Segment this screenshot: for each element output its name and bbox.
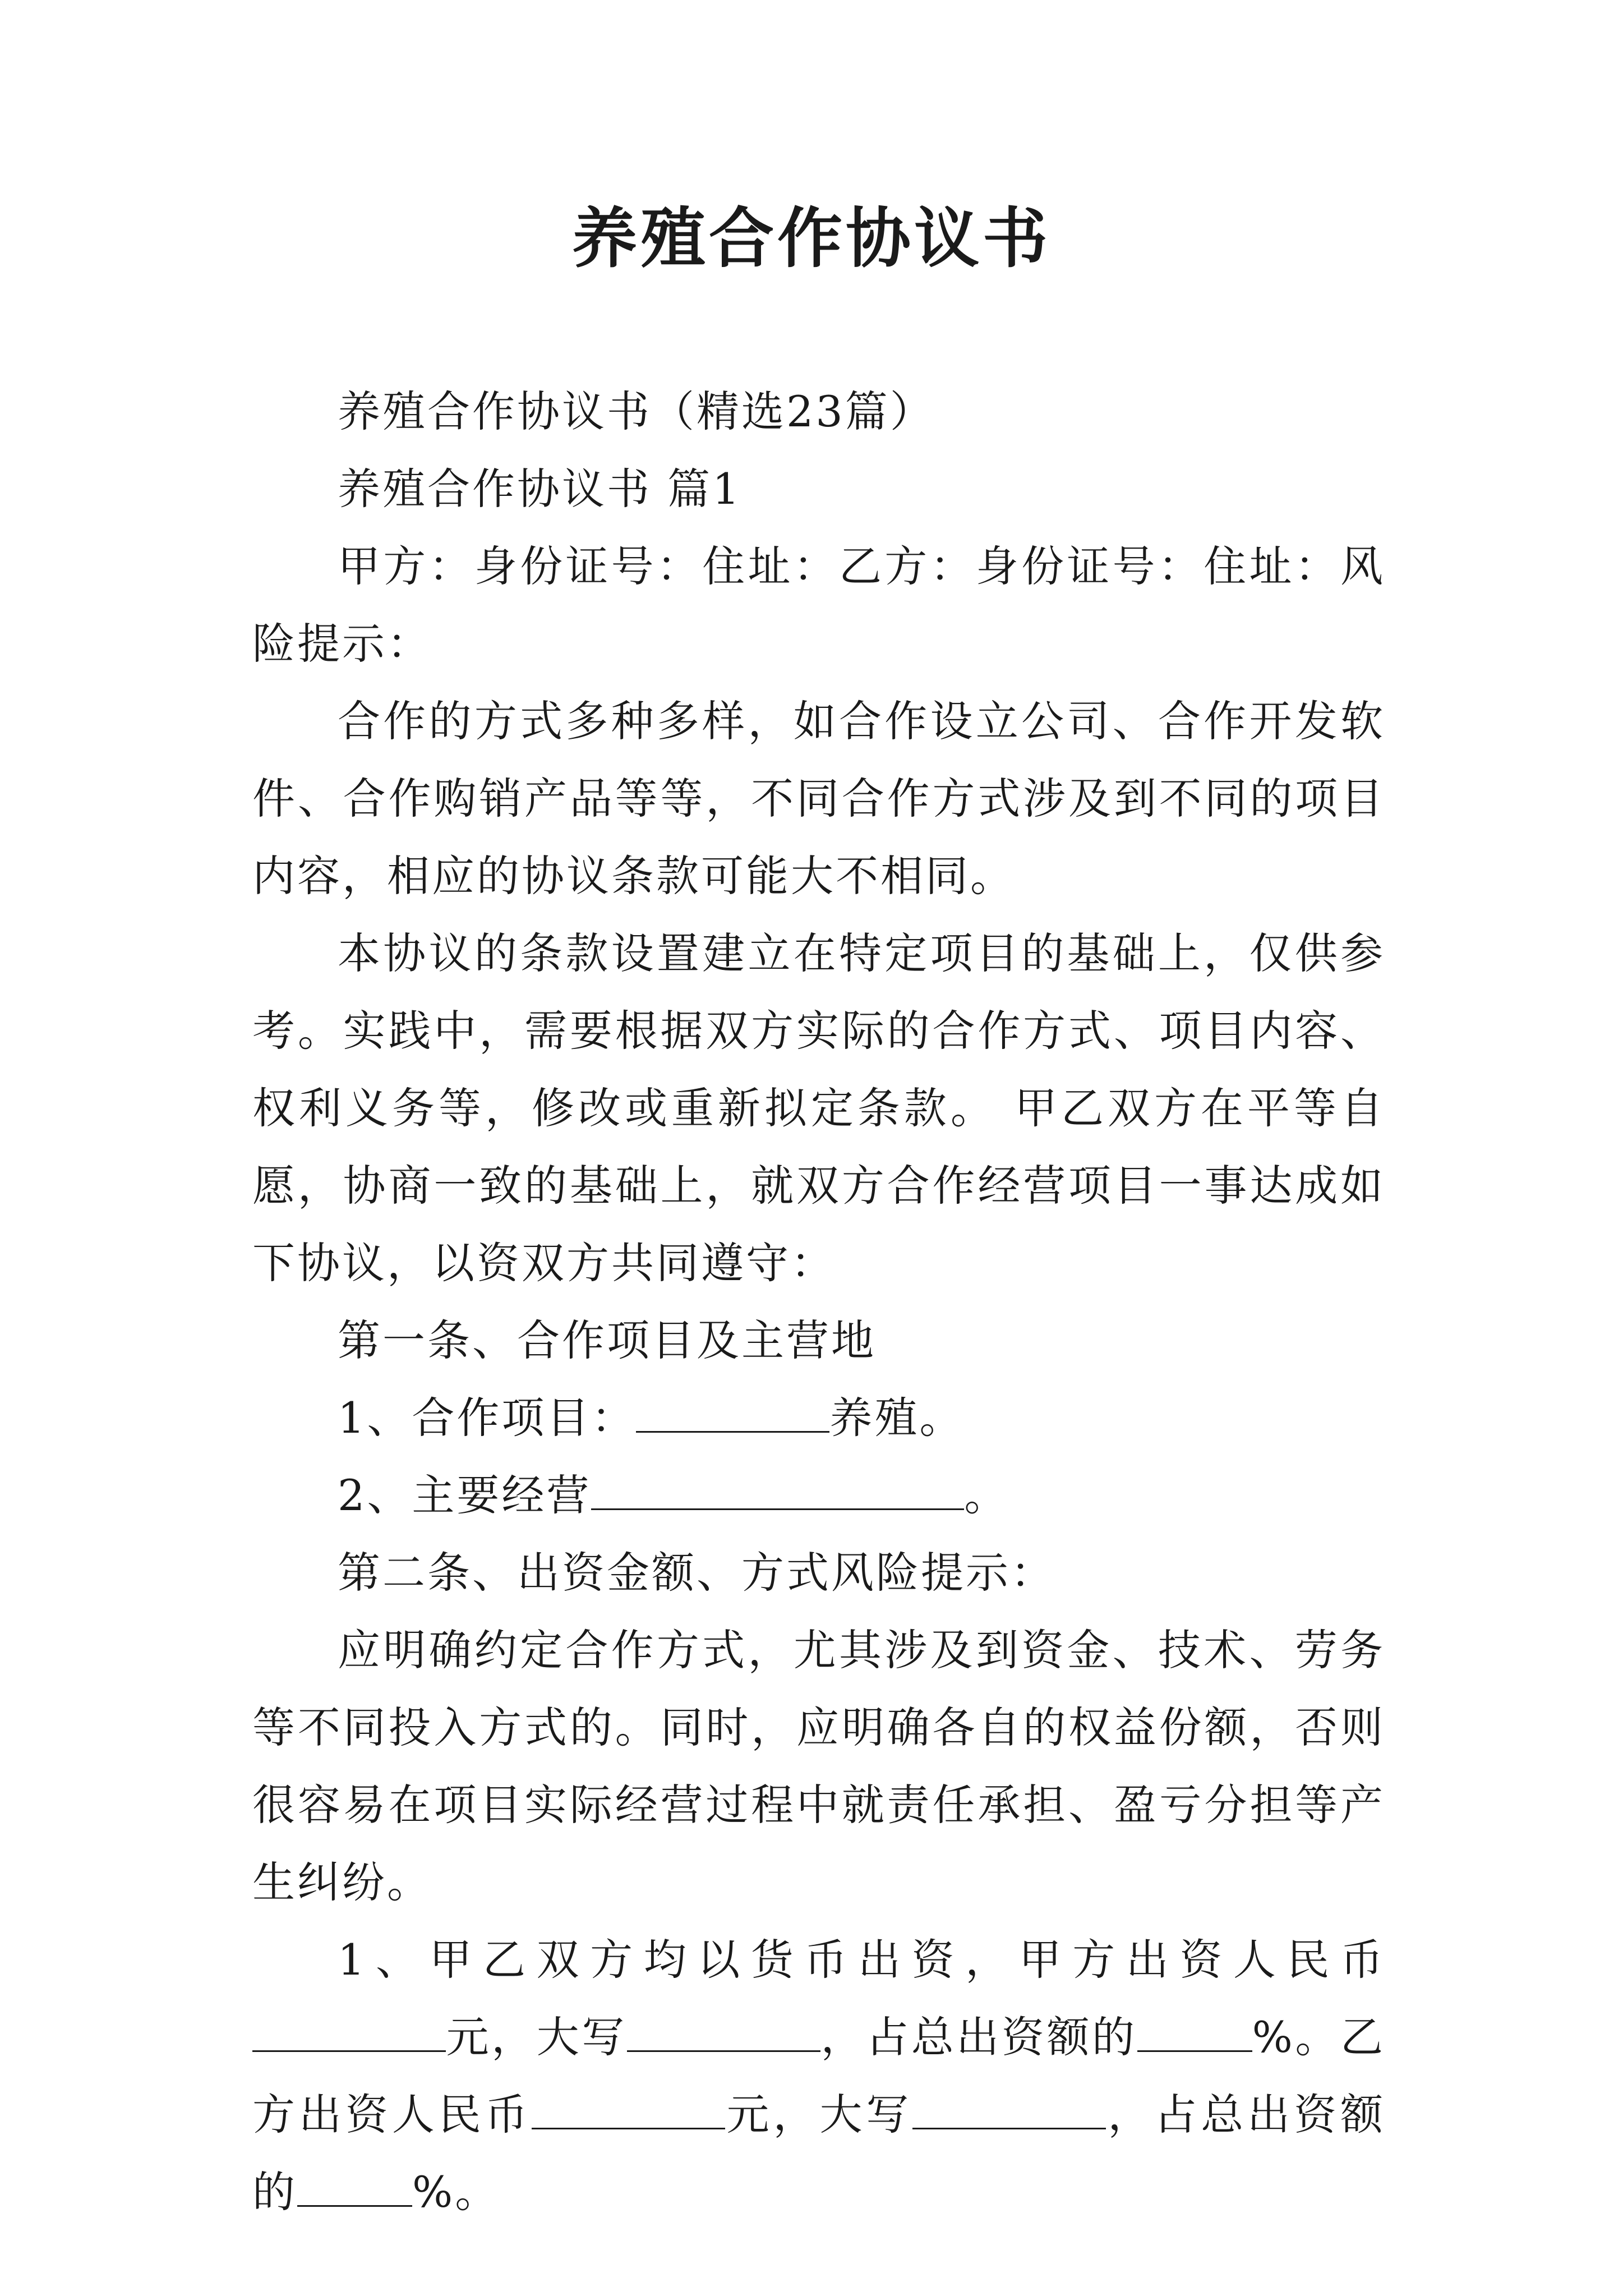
party-a-amount-blank <box>252 2011 446 2052</box>
business-blank <box>591 1469 964 1510</box>
document-subtitle: 养殖合作协议书（精选23篇） <box>338 386 935 436</box>
party-a-amount-words-blank <box>627 2011 820 2052</box>
party-b-percent-blank <box>297 2166 412 2207</box>
paragraph-reference-note: 本协议的条款设置建立在特定项目的基础上，仅供参考。实践中，需要根据双方实际的合作方式、项目内容、权利义务等，修改或重新拟定条款。 甲乙双方在平等自愿，协商一致的基础上，就双方合作经营项目一事达成如下协议，以资双方共同遵守： <box>252 928 1385 1288</box>
item-3-part-6: ，占总出资额的 <box>252 2090 1386 2217</box>
item-1-cooperation-project <box>252 1379 1385 1457</box>
party-b-amount-words-blank <box>912 2088 1106 2129</box>
item-3-capital-contribution <box>252 1921 1385 2231</box>
chapter-heading: 养殖合作协议书 篇1 <box>338 464 742 514</box>
paragraph-cooperation-methods: 合作的方式多种多样，如合作设立公司、合作开发软件、合作购销产品等等，不同合作方式涉及到不同的项目内容，相应的协议条款可能大不相同。 <box>252 696 1385 901</box>
item-1-prefix: 1、合作项目： <box>338 1393 637 1443</box>
article-1-heading: 第一条、合作项目及主营地 <box>338 1315 876 1365</box>
item-1-suffix: 养殖。 <box>829 1393 965 1443</box>
item-2-main-business <box>252 1457 1385 1534</box>
item-3-part-7: %。 <box>412 2167 500 2217</box>
item-3-part-1: 1、甲乙双方均以货币出资，甲方出资人民币 <box>338 1935 1385 1985</box>
item-3-part-5: 元，大写 <box>725 2090 913 2139</box>
paragraph-investment-note: 应明确约定合作方式，尤其涉及到资金、技术、劳务等不同投入方式的。同时，应明确各自的权益份额，否则很容易在项目实际经营过程中就责任承担、盈亏分担等产生纠纷。 <box>252 1625 1385 1907</box>
party-b-amount-blank <box>532 2088 725 2129</box>
item-3-part-4: %。乙方出资人民币 <box>252 2012 1386 2139</box>
article-2-heading: 第二条、出资金额、方式风险提示： <box>338 1548 1055 1598</box>
project-blank <box>636 1392 829 1433</box>
party-a-percent-blank <box>1137 2011 1252 2052</box>
document-title: 养殖合作协议书 <box>572 200 1051 277</box>
item-3-part-2: 元，大写 <box>446 2012 627 2062</box>
item-2-suffix: 。 <box>964 1470 1009 1520</box>
document-body <box>252 373 1385 2231</box>
item-2-prefix: 2、主要经营 <box>338 1470 592 1520</box>
item-3-part-3: ，占总出资额的 <box>820 2012 1137 2062</box>
parties-line: 甲方：身份证号：住址：乙方：身份证号：住址：风险提示： <box>252 541 1385 669</box>
